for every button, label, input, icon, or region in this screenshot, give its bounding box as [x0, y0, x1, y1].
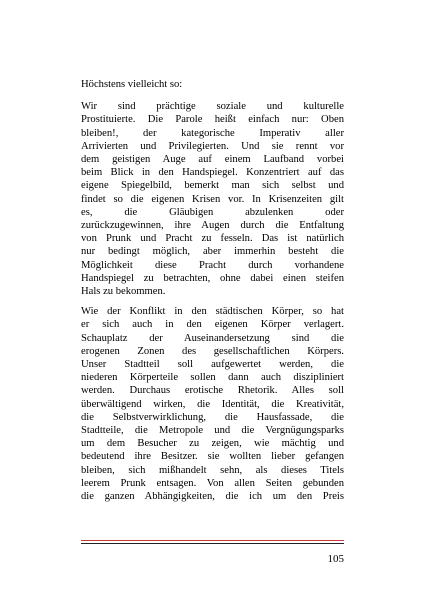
text-line: Handspiegel zu betrachten, ohne dabei einen steifen — [81, 272, 344, 284]
text-line: Arrivierten und Privilegierten. Und sie rennt vor — [81, 140, 344, 152]
text-line: um dem Besucher zu zeigen, wie mächtig und — [81, 438, 344, 450]
text-line: die Selbstverwirklichung, die Hausfassade, die — [81, 411, 344, 423]
text-line: nur bedingt möglich, aber immerhin besteht die — [81, 246, 344, 258]
text-line: leerem Prunk entsagen. Von allen Seiten gebunden — [81, 477, 344, 489]
text-line: werden. Durchaus erotische Rhetorik. Alles soll — [81, 385, 344, 397]
text-line: Wir sind prächtige soziale und kulturelle — [81, 101, 344, 113]
text-line: bedeutend ihre Besitzer. sie wollten lieber gefangen — [81, 451, 344, 463]
text-line: von Prunk und Pracht zu fesseln. Das ist natürlich — [81, 233, 344, 245]
paragraph-2 — [81, 305, 344, 503]
text-line: er sich auch in den eigenen Körper verlagert. — [81, 319, 344, 331]
text-line: findet so die eigenen Krisen vor. In Krisenzeiten gilt — [81, 193, 344, 205]
text-line: Stadtteile, die Metropole und die Vergnügungsparks — [81, 425, 344, 437]
text-line: Wie der Konflikt in den städtischen Körper, so hat — [81, 306, 344, 318]
text-line: Prostituierte. Die Parole heißt einfach nur: Oben — [81, 114, 344, 126]
text-line: Unser Stadtteil soll aufgewertet werden, die — [81, 359, 344, 371]
body-text — [81, 78, 344, 510]
page-number: 105 — [327, 553, 344, 565]
text-line: es, die Gläubigen abzulenken oder — [81, 206, 344, 218]
text-line: eigene Spiegelbild, bemerkt man sich selbst und — [81, 180, 344, 192]
footer-rule-red — [81, 540, 344, 541]
text-line: beim Blick in den Handspiegel. Konzentriert auf das — [81, 167, 344, 179]
text-line: bleiben, sich mißhandelt sehn, als dieses Titels — [81, 464, 344, 476]
text-line: bleiben!, der kategorische Imperativ aller — [81, 127, 344, 139]
text-line: Hals zu bekommen. — [81, 286, 166, 298]
intro-line: Höchstens vielleicht so: — [81, 79, 183, 90]
footer-rule-black — [81, 543, 344, 544]
text-line: erogenen Zonen des gesellschaftlichen Körpers. — [81, 345, 344, 357]
text-line: überwältigend wirken, die Identität, die Kreativität, — [81, 398, 344, 410]
text-line: niederen Körperteile sollen dann auch diszipliniert — [81, 372, 344, 384]
text-line: die ganzen Abhängigkeiten, die ich um den Preis — [81, 491, 344, 503]
text-line: Möglichkeit diese Pracht durch vorhandene — [81, 259, 344, 271]
text-line: dem geistigen Auge auf einem Laufband vorbei — [81, 154, 344, 166]
text-line: Schauplatz der Auseinandersetzung sind die — [81, 332, 344, 344]
paragraph-1 — [81, 100, 344, 298]
text-line: zurückzugewinnen, ihre Augen durch die Entfaltung — [81, 220, 344, 232]
